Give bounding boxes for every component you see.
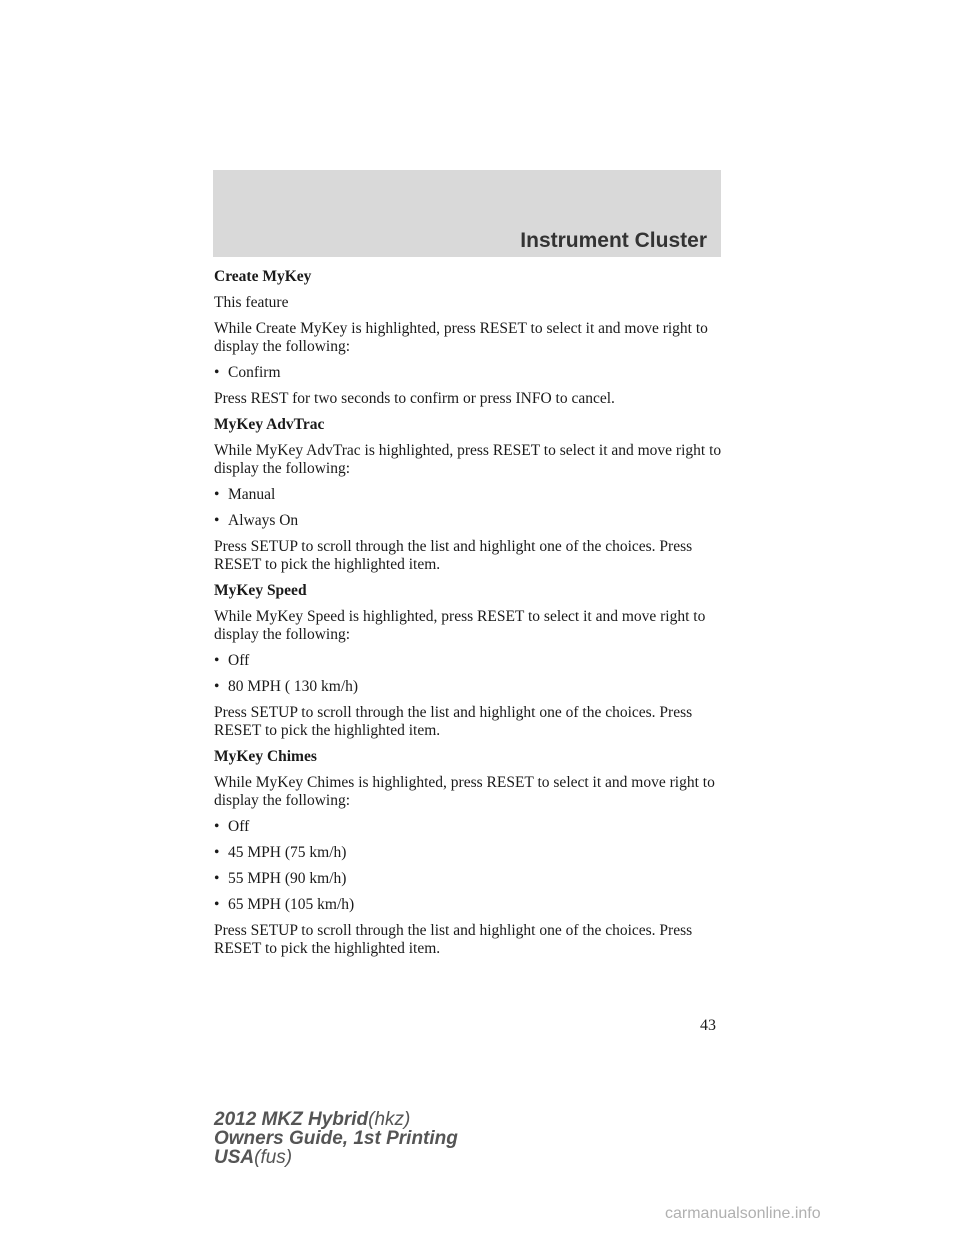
document-footer bbox=[214, 1110, 458, 1167]
footer-line-market bbox=[214, 1148, 458, 1167]
paragraph: While MyKey Speed is highlighted, press RESET to select it and move right to display the following: bbox=[214, 608, 706, 643]
list-item bbox=[214, 652, 734, 670]
bullet-icon: • bbox=[214, 364, 220, 381]
list-item bbox=[214, 896, 734, 914]
footer-market: USA bbox=[214, 1147, 255, 1168]
bullet-icon: • bbox=[214, 512, 220, 529]
list-item-text: 45 MPH (75 km/h) bbox=[228, 844, 347, 861]
list-item bbox=[214, 364, 734, 382]
section-header-band bbox=[213, 170, 721, 257]
bullet-icon: • bbox=[214, 870, 220, 887]
bullet-icon: • bbox=[214, 818, 220, 835]
bullet-list bbox=[214, 818, 734, 914]
page-number: 43 bbox=[700, 1017, 716, 1034]
section-heading: MyKey Speed bbox=[214, 582, 307, 599]
list-item-text: 65 MPH (105 km/h) bbox=[228, 896, 355, 913]
bullet-icon: • bbox=[214, 678, 220, 695]
list-item bbox=[214, 678, 734, 696]
list-item-text: Manual bbox=[228, 486, 276, 503]
footer-line-model bbox=[214, 1110, 458, 1129]
list-item bbox=[214, 486, 734, 504]
list-item-text: Always On bbox=[228, 512, 299, 529]
section-title: Instrument Cluster bbox=[520, 229, 707, 252]
manual-content bbox=[214, 268, 734, 966]
list-item bbox=[214, 844, 734, 862]
list-item bbox=[214, 870, 734, 888]
footer-model: 2012 MKZ Hybrid bbox=[214, 1109, 369, 1130]
paragraph: While MyKey AdvTrac is highlighted, press RESET to select it and move right to display the following: bbox=[214, 442, 722, 477]
bullet-icon: • bbox=[214, 844, 220, 861]
bullet-list bbox=[214, 652, 734, 696]
list-item-text: Confirm bbox=[228, 364, 281, 381]
bullet-icon: • bbox=[214, 652, 220, 669]
paragraph: Press SETUP to scroll through the list and highlight one of the choices. Press RESET to pick the highlighted item. bbox=[214, 922, 693, 957]
paragraph: This feature bbox=[214, 294, 289, 311]
bullet-list bbox=[214, 486, 734, 530]
list-item bbox=[214, 512, 734, 530]
bullet-icon: • bbox=[214, 486, 220, 503]
list-item-text: 80 MPH ( 130 km/h) bbox=[228, 678, 359, 695]
section-heading: MyKey AdvTrac bbox=[214, 416, 325, 433]
footer-model-code: (hkz) bbox=[368, 1109, 411, 1130]
list-item bbox=[214, 818, 734, 836]
paragraph: Press SETUP to scroll through the list and highlight one of the choices. Press RESET to pick the highlighted item. bbox=[214, 704, 693, 739]
section-heading: Create MyKey bbox=[214, 268, 312, 285]
paragraph: Press SETUP to scroll through the list and highlight one of the choices. Press RESET to pick the highlighted item. bbox=[214, 538, 693, 573]
paragraph: While MyKey Chimes is highlighted, press RESET to select it and move right to display the following: bbox=[214, 774, 715, 809]
watermark-link[interactable]: carmanualsonline.info bbox=[665, 1205, 821, 1222]
section-heading: MyKey Chimes bbox=[214, 748, 317, 765]
bullet-icon: • bbox=[214, 896, 220, 913]
bullet-list bbox=[214, 364, 734, 382]
paragraph: While Create MyKey is highlighted, press RESET to select it and move right to display the following: bbox=[214, 320, 708, 355]
footer-market-code: (fus) bbox=[254, 1147, 293, 1168]
paragraph: Press REST for two seconds to confirm or press INFO to cancel. bbox=[214, 390, 615, 407]
list-item-text: 55 MPH (90 km/h) bbox=[228, 870, 347, 887]
list-item-text: Off bbox=[228, 818, 250, 835]
list-item-text: Off bbox=[228, 652, 250, 669]
footer-printing: Owners Guide, 1st Printing bbox=[214, 1128, 458, 1149]
